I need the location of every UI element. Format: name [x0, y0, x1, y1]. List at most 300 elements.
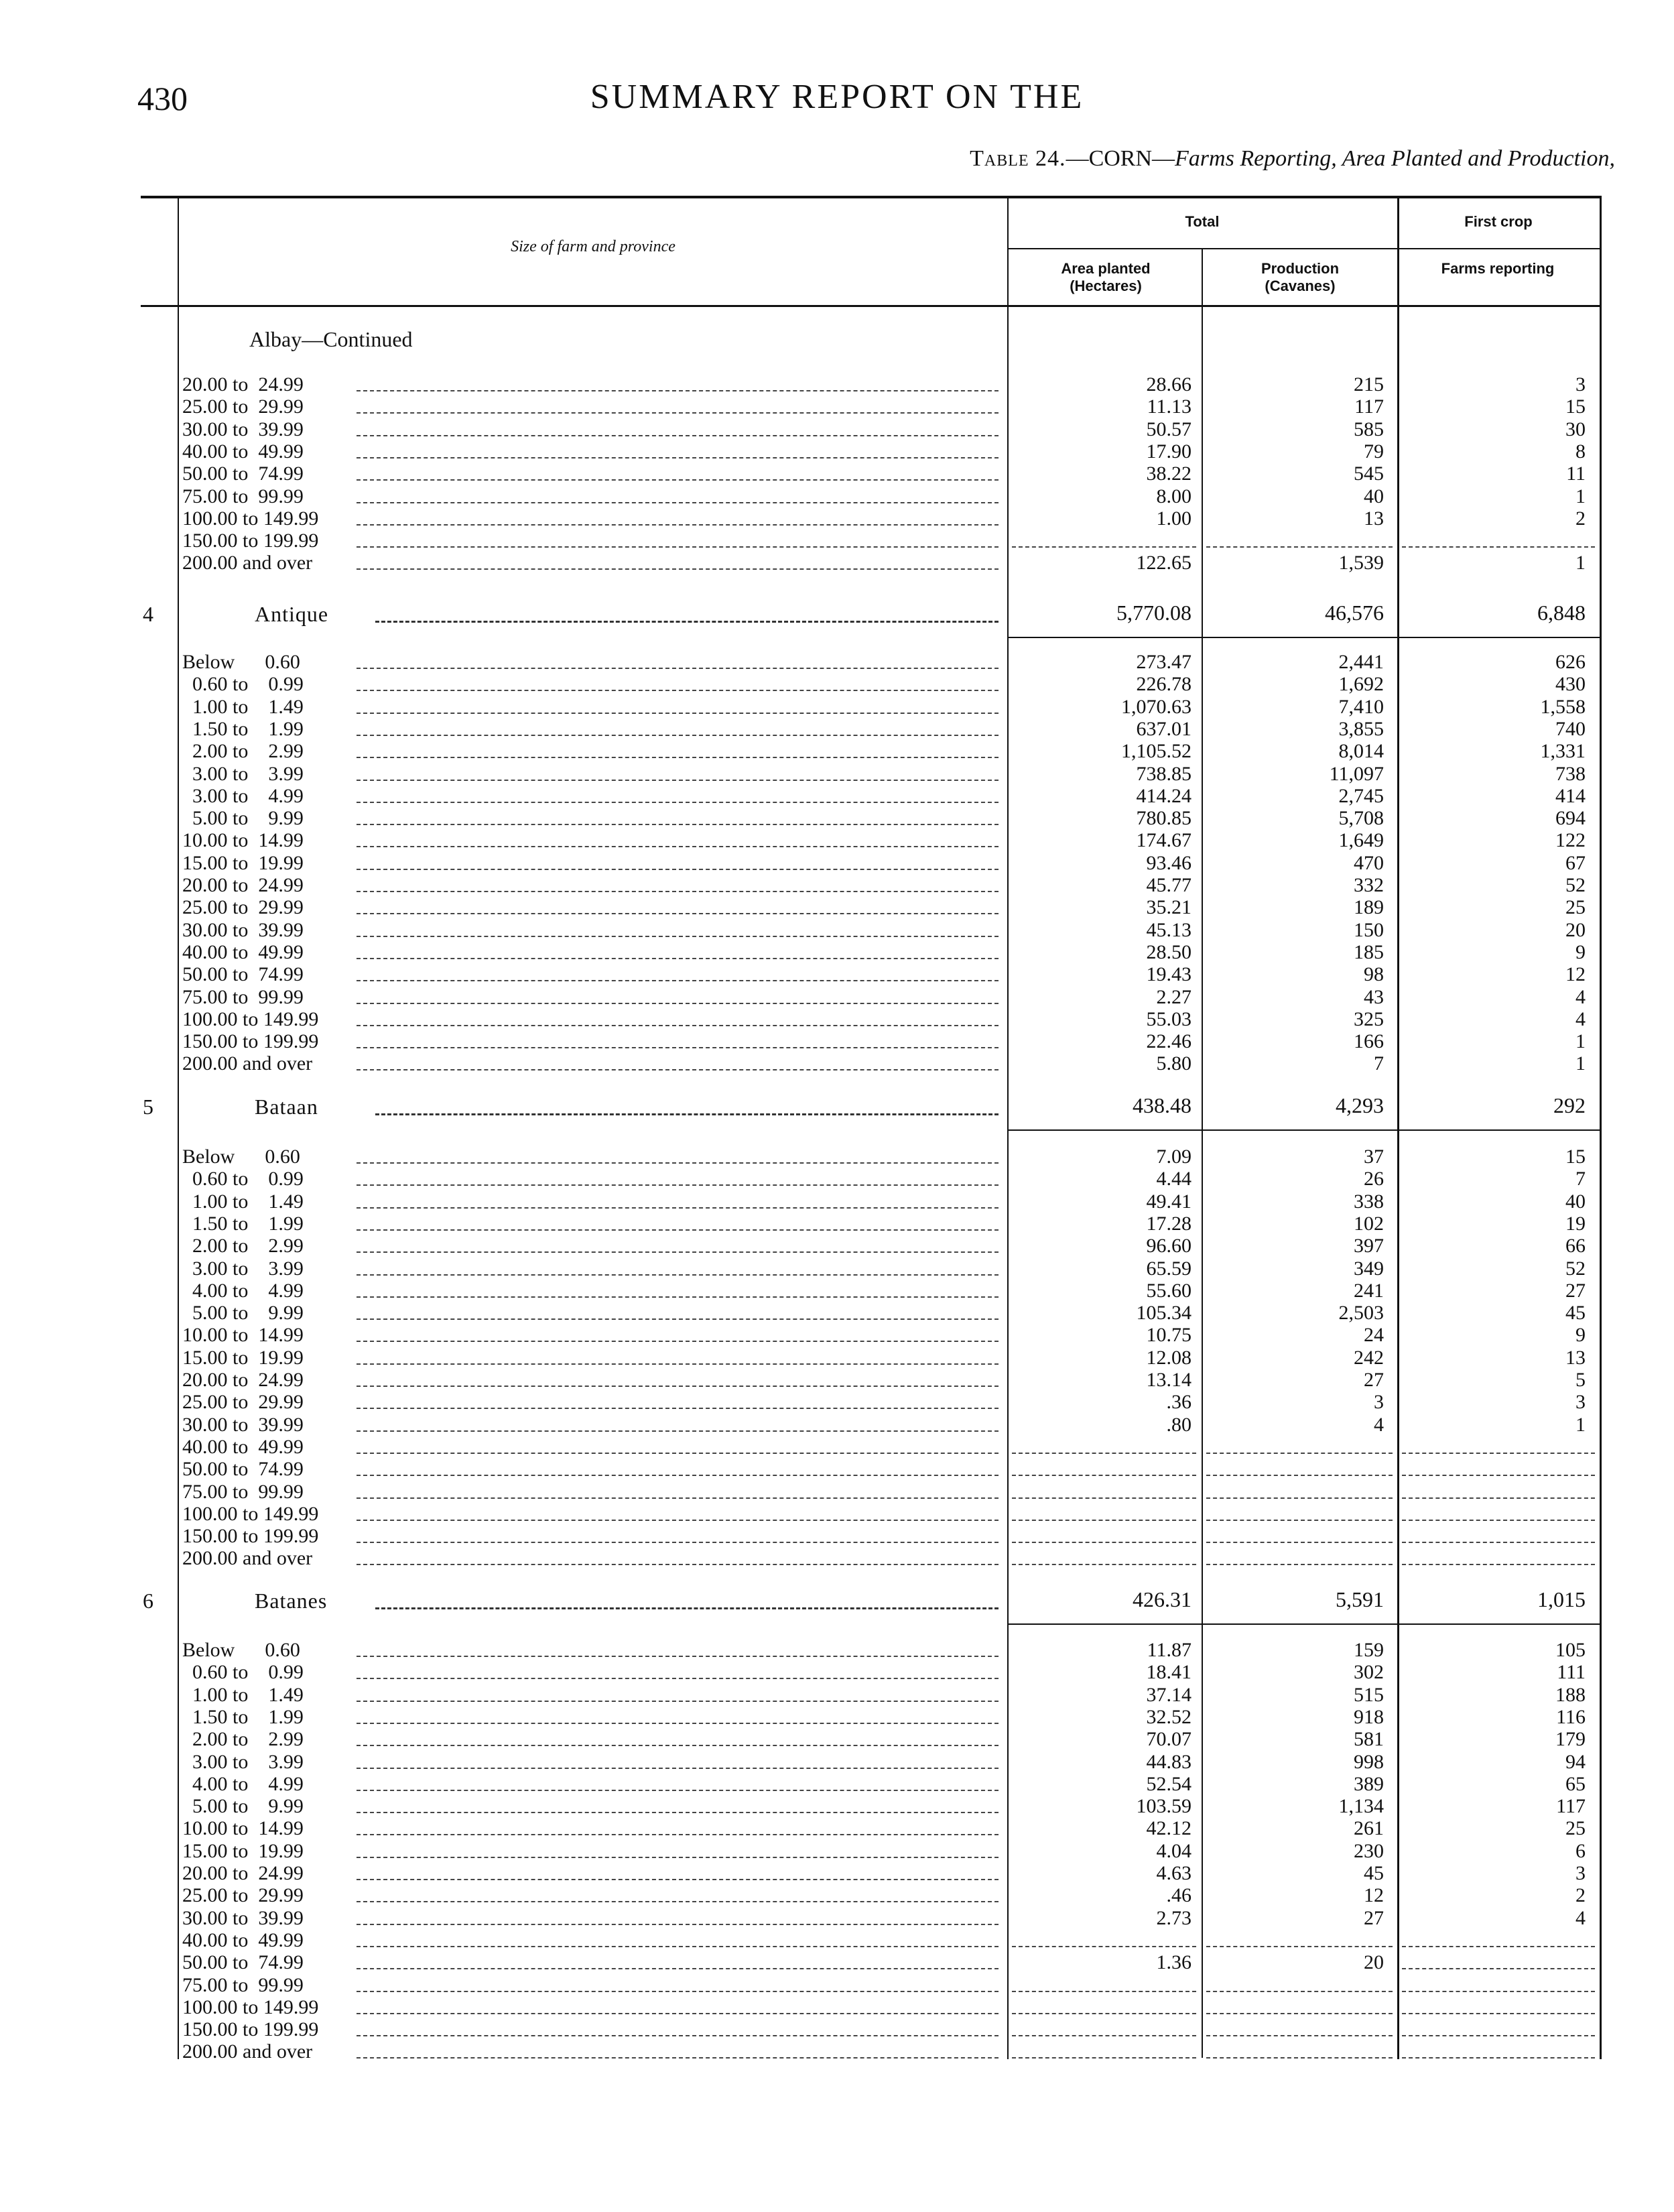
- empty-cell-dashes: [1402, 1542, 1595, 1543]
- empty-cell-dashes: [1012, 1497, 1196, 1499]
- table-number: Table 24.: [970, 146, 1066, 171]
- area-planted-cell: 18.41: [1146, 1661, 1192, 1684]
- size-class-label: 4.00 to 4.99: [182, 1772, 304, 1795]
- leader-dots: [357, 802, 999, 803]
- area-planted-cell: 174.67: [1136, 829, 1192, 852]
- leader-dots: [357, 1184, 999, 1186]
- production-cell: 241: [1354, 1279, 1384, 1302]
- leader-dots: [357, 479, 999, 481]
- province-total-farms: 6,848: [1537, 601, 1586, 625]
- area-planted-cell: 4.63: [1156, 1862, 1192, 1884]
- size-class-label: 75.00 to 99.99: [182, 1480, 304, 1503]
- farms-reporting-cell: 15: [1565, 395, 1586, 418]
- production-cell: 230: [1354, 1839, 1384, 1862]
- farms-reporting-cell: 1: [1575, 485, 1586, 507]
- production-cell: 26: [1364, 1168, 1384, 1190]
- size-class-row: [0, 875, 1674, 897]
- leader-dots: [357, 1879, 999, 1880]
- empty-cell-dashes: [1402, 1946, 1595, 1947]
- size-class-row: [0, 1997, 1674, 2019]
- empty-cell-dashes: [1012, 1542, 1196, 1543]
- size-class-row: [0, 396, 1674, 418]
- size-class-label: 150.00 to 199.99: [182, 2018, 319, 2041]
- production-cell: 3: [1374, 1391, 1384, 1414]
- size-class-label: 200.00 and over: [182, 552, 313, 574]
- production-header: Production (Cavanes): [1261, 260, 1340, 294]
- size-class-label: 50.00 to 74.99: [182, 463, 304, 485]
- production-cell: 5,708: [1338, 807, 1384, 830]
- size-class-label: 1.50 to 1.99: [182, 717, 304, 740]
- farms-reporting-cell: 19: [1565, 1212, 1586, 1235]
- area-planted-cell: 226.78: [1136, 673, 1192, 696]
- size-class-row: [0, 1414, 1674, 1436]
- area-planted-cell: 12.08: [1146, 1346, 1192, 1369]
- province-leader-dots: [375, 621, 999, 623]
- size-class-label: 25.00 to 29.99: [182, 395, 304, 418]
- size-class-row: [0, 1952, 1674, 1974]
- production-cell: 2,503: [1338, 1302, 1384, 1325]
- leader-dots: [357, 1924, 999, 1925]
- farms-reporting-cell: 9: [1575, 940, 1586, 963]
- size-class-label: 50.00 to 74.99: [182, 963, 304, 986]
- empty-cell-dashes: [1012, 1991, 1196, 1992]
- area-planted-cell: 11.13: [1147, 395, 1192, 418]
- production-cell: 545: [1354, 463, 1384, 485]
- area-planted-cell: 49.41: [1146, 1190, 1192, 1213]
- empty-cell-dashes: [1012, 2013, 1196, 2014]
- area-planted-cell: 32.52: [1146, 1705, 1192, 1728]
- production-cell: 998: [1354, 1750, 1384, 1773]
- table-title: [970, 146, 1615, 172]
- production-cell: 325: [1354, 1007, 1384, 1030]
- production-cell: 261: [1354, 1817, 1384, 1840]
- table-title-rest: Farms Reporting, Area Planted and Production,: [1175, 146, 1615, 171]
- size-class-label: 1.50 to 1.99: [182, 1705, 304, 1728]
- farms-reporting-cell: 4: [1575, 1007, 1586, 1030]
- leader-dots: [357, 2035, 999, 2036]
- farms-reporting-cell: 2: [1575, 1884, 1586, 1907]
- leader-dots: [357, 913, 999, 914]
- empty-cell-dashes: [1012, 546, 1196, 548]
- farms-reporting-cell: 40: [1565, 1190, 1586, 1213]
- leader-dots: [357, 1408, 999, 1409]
- area-planted-cell: 105.34: [1136, 1302, 1192, 1325]
- leader-dots: [357, 1790, 999, 1791]
- production-cell: 98: [1364, 963, 1384, 986]
- empty-cell-dashes: [1206, 1520, 1393, 1521]
- area-planted-cell: 19.43: [1146, 963, 1192, 986]
- size-class-label: 200.00 and over: [182, 2040, 313, 2063]
- size-class-label: 20.00 to 24.99: [182, 373, 304, 395]
- leader-dots: [357, 1475, 999, 1476]
- empty-cell-dashes: [1012, 1453, 1196, 1454]
- province-total-rule: [1007, 1129, 1602, 1131]
- size-class-row: [0, 853, 1674, 875]
- farms-reporting-cell: 67: [1565, 851, 1586, 874]
- size-class-row: [0, 1908, 1674, 1930]
- leader-dots: [357, 713, 999, 714]
- production-cell: 242: [1354, 1346, 1384, 1369]
- area-planted-cell: 13.14: [1146, 1369, 1192, 1391]
- area-planted-cell: 55.03: [1146, 1007, 1192, 1030]
- size-class-label: 3.00 to 3.99: [182, 1257, 304, 1280]
- size-class-label: 30.00 to 39.99: [182, 418, 304, 440]
- area-planted-cell: 5.80: [1156, 1052, 1192, 1075]
- size-class-label: 5.00 to 9.99: [182, 807, 304, 830]
- size-class-row: [0, 897, 1674, 919]
- size-class-label: 2.00 to 2.99: [182, 1728, 304, 1751]
- leader-dots: [357, 1207, 999, 1209]
- empty-cell-dashes: [1206, 1564, 1393, 1565]
- province-number: 4: [143, 602, 153, 626]
- area-planted-cell: 35.21: [1146, 896, 1192, 919]
- province-leader-dots: [375, 1113, 999, 1115]
- farms-reporting-cell: 12: [1565, 963, 1586, 986]
- size-class-row: [0, 1930, 1674, 1952]
- leader-dots: [357, 936, 999, 937]
- province-total-rule: [1007, 1623, 1602, 1625]
- province-total-area: 426.31: [1133, 1587, 1192, 1611]
- province-total-area: 438.48: [1133, 1093, 1192, 1117]
- size-class-row: [0, 2019, 1674, 2041]
- production-cell: 185: [1354, 940, 1384, 963]
- production-cell: 1,692: [1338, 673, 1384, 696]
- leader-dots: [357, 1341, 999, 1342]
- size-class-label: 75.00 to 99.99: [182, 485, 304, 507]
- size-class-label: 200.00 and over: [182, 1547, 313, 1570]
- farms-reporting-cell: 1: [1575, 1030, 1586, 1053]
- size-class-label: 0.60 to 0.99: [182, 1168, 304, 1190]
- size-class-row: [0, 1191, 1674, 1213]
- leader-dots: [357, 1296, 999, 1298]
- production-cell: 581: [1354, 1728, 1384, 1751]
- farms-reporting-cell: 626: [1555, 651, 1586, 673]
- leader-dots: [357, 2013, 999, 2014]
- size-class-row: [0, 1481, 1674, 1503]
- size-class-row: [0, 1459, 1674, 1481]
- size-class-row: [0, 1640, 1674, 1662]
- size-class-row: [0, 419, 1674, 441]
- production-cell: 7: [1374, 1052, 1384, 1075]
- province-total-area: 5,770.08: [1116, 601, 1192, 625]
- empty-cell-dashes: [1206, 2057, 1393, 2059]
- area-planted-cell: 1.36: [1156, 1951, 1192, 1974]
- size-class-row: [0, 441, 1674, 463]
- empty-cell-dashes: [1012, 1946, 1196, 1947]
- size-class-label: 3.00 to 3.99: [182, 762, 304, 785]
- farms-reporting-cell: 1: [1575, 1413, 1586, 1436]
- farms-reporting-cell: 3: [1575, 1391, 1586, 1414]
- province-name: Antique: [255, 602, 329, 626]
- production-cell: 338: [1354, 1190, 1384, 1213]
- empty-cell-dashes: [1402, 546, 1595, 548]
- production-cell: 389: [1354, 1772, 1384, 1795]
- farms-reporting-cell: 111: [1557, 1661, 1586, 1684]
- area-planted-cell: 637.01: [1136, 717, 1192, 740]
- size-class-label: Below 0.60: [182, 1639, 300, 1661]
- area-planted-header: Area planted (Hectares): [1061, 260, 1151, 294]
- leader-dots: [357, 1901, 999, 1902]
- leader-dots: [357, 2057, 999, 2059]
- size-class-row: [0, 1325, 1674, 1347]
- leader-dots: [357, 435, 999, 436]
- farms-reporting-cell: 52: [1565, 874, 1586, 896]
- size-class-label: 3.00 to 4.99: [182, 784, 304, 807]
- province-total-production: 46,576: [1325, 601, 1384, 625]
- empty-cell-dashes: [1402, 1497, 1595, 1499]
- empty-cell-dashes: [1012, 1564, 1196, 1565]
- farms-reporting-cell: 3: [1575, 1862, 1586, 1884]
- size-class-row: [0, 1548, 1674, 1570]
- size-class-row: [0, 508, 1674, 530]
- leader-dots: [357, 735, 999, 736]
- leader-dots: [357, 412, 999, 414]
- size-class-label: 150.00 to 199.99: [182, 1525, 319, 1548]
- area-planted-cell: 45.13: [1146, 918, 1192, 941]
- size-class-row: [0, 1053, 1674, 1075]
- area-planted-cell: 11.87: [1147, 1639, 1192, 1661]
- leader-dots: [357, 1453, 999, 1454]
- size-class-label: 15.00 to 19.99: [182, 851, 304, 874]
- production-cell: 1,649: [1338, 829, 1384, 852]
- leader-dots: [357, 1047, 999, 1048]
- page-number: 430: [137, 80, 188, 117]
- size-class-label: 30.00 to 39.99: [182, 1906, 304, 1929]
- leader-dots: [357, 1564, 999, 1565]
- size-class-row: [0, 1302, 1674, 1325]
- farms-reporting-cell: 52: [1565, 1257, 1586, 1280]
- first-crop-group-header: First crop: [1464, 213, 1533, 230]
- size-class-label: Below 0.60: [182, 651, 300, 673]
- province-name: Batanes: [255, 1589, 328, 1613]
- leader-dots: [357, 1857, 999, 1858]
- area-planted-cell: 38.22: [1146, 463, 1192, 485]
- size-class-label: 100.00 to 149.99: [182, 1007, 319, 1030]
- size-class-row: [0, 1392, 1674, 1414]
- area-planted-cell: 414.24: [1136, 784, 1192, 807]
- leader-dots: [357, 1386, 999, 1387]
- production-cell: 102: [1354, 1212, 1384, 1235]
- area-planted-cell: 22.46: [1146, 1030, 1192, 1053]
- size-class-row: [0, 1436, 1674, 1459]
- production-cell: 918: [1354, 1705, 1384, 1728]
- size-class-label: 10.00 to 14.99: [182, 829, 304, 852]
- empty-cell-dashes: [1012, 2057, 1196, 2059]
- province-name: Bataan: [255, 1095, 318, 1119]
- empty-cell-dashes: [1206, 2013, 1393, 2014]
- first-crop-group-rule: [1397, 248, 1600, 249]
- area-planted-cell: 738.85: [1136, 762, 1192, 785]
- area-planted-cell: 52.54: [1146, 1772, 1192, 1795]
- production-cell: 37: [1364, 1146, 1384, 1168]
- size-class-row: [0, 808, 1674, 830]
- size-class-label: 100.00 to 149.99: [182, 507, 319, 530]
- size-class-label: 2.00 to 2.99: [182, 1235, 304, 1257]
- size-class-label: 3.00 to 3.99: [182, 1750, 304, 1773]
- size-class-label: 1.50 to 1.99: [182, 1212, 304, 1235]
- size-class-label: 15.00 to 19.99: [182, 1839, 304, 1862]
- empty-cell-dashes: [1206, 1475, 1393, 1476]
- leader-dots: [357, 1003, 999, 1004]
- area-planted-cell: 28.66: [1146, 373, 1192, 395]
- size-class-label: 20.00 to 24.99: [182, 1862, 304, 1884]
- production-cell: 27: [1364, 1369, 1384, 1391]
- production-cell: 332: [1354, 874, 1384, 896]
- size-class-label: Below 0.60: [182, 1146, 300, 1168]
- size-class-label: 0.60 to 0.99: [182, 673, 304, 696]
- leader-dots: [357, 1678, 999, 1679]
- empty-cell-dashes: [1402, 2057, 1595, 2059]
- size-class-row: [0, 530, 1674, 552]
- size-class-row: [0, 786, 1674, 808]
- leader-dots: [357, 1723, 999, 1724]
- size-class-row: [0, 486, 1674, 508]
- area-planted-cell: 103.59: [1136, 1795, 1192, 1818]
- farms-reporting-cell: 7: [1575, 1168, 1586, 1190]
- size-class-row: [0, 1818, 1674, 1840]
- area-planted-cell: 1.00: [1156, 507, 1192, 530]
- farms-reporting-cell: 20: [1565, 918, 1586, 941]
- area-planted-cell: 93.46: [1146, 851, 1192, 874]
- empty-cell-dashes: [1402, 2035, 1595, 2036]
- leader-dots: [357, 690, 999, 691]
- farms-reporting-cell: 9: [1575, 1324, 1586, 1347]
- province-leader-dots: [375, 1607, 999, 1609]
- area-planted-cell: 55.60: [1146, 1279, 1192, 1302]
- area-planted-cell: 42.12: [1146, 1817, 1192, 1840]
- farms-reporting-cell: 5: [1575, 1369, 1586, 1391]
- running-head: SUMMARY REPORT ON THE: [590, 78, 1084, 116]
- farms-reporting-cell: 740: [1555, 717, 1586, 740]
- empty-cell-dashes: [1206, 1497, 1393, 1499]
- production-cell: 515: [1354, 1683, 1384, 1706]
- leader-dots: [357, 568, 999, 570]
- area-planted-cell: 17.28: [1146, 1212, 1192, 1235]
- farms-reporting-cell: 1,331: [1540, 740, 1586, 763]
- size-class-row: [0, 1885, 1674, 1907]
- size-class-label: 0.60 to 0.99: [182, 1661, 304, 1684]
- leader-dots: [357, 1542, 999, 1543]
- production-cell: 166: [1354, 1030, 1384, 1053]
- farms-reporting-cell: 27: [1565, 1279, 1586, 1302]
- farms-reporting-cell: 105: [1555, 1639, 1586, 1661]
- production-cell: 43: [1364, 985, 1384, 1008]
- size-class-row: [0, 1662, 1674, 1684]
- production-cell: 349: [1354, 1257, 1384, 1280]
- empty-cell-dashes: [1012, 1475, 1196, 1476]
- area-planted-cell: 273.47: [1136, 651, 1192, 673]
- farms-reporting-cell: 66: [1565, 1235, 1586, 1257]
- farms-reporting-cell: 94: [1565, 1750, 1586, 1773]
- total-group-header: Total: [1185, 213, 1220, 230]
- farms-reporting-cell: 738: [1555, 762, 1586, 785]
- size-class-label: 1.00 to 1.49: [182, 1683, 304, 1706]
- size-class-row: [0, 2041, 1674, 2063]
- production-cell: 150: [1354, 918, 1384, 941]
- farms-reporting-cell: 25: [1565, 1817, 1586, 1840]
- area-planted-cell: 780.85: [1136, 807, 1192, 830]
- empty-cell-dashes: [1402, 2013, 1595, 2014]
- empty-cell-dashes: [1402, 1968, 1595, 1969]
- farms-reporting-header: Farms reporting: [1441, 260, 1555, 277]
- size-class-row: [0, 1168, 1674, 1190]
- farms-reporting-cell: 13: [1565, 1346, 1586, 1369]
- farms-reporting-cell: 6: [1575, 1839, 1586, 1862]
- size-class-row: [0, 1347, 1674, 1369]
- province-total-farms: 1,015: [1537, 1587, 1586, 1611]
- size-class-row: [0, 1146, 1674, 1168]
- area-planted-cell: 45.77: [1146, 874, 1192, 896]
- province-number: 5: [143, 1095, 153, 1119]
- area-planted-cell: 37.14: [1146, 1683, 1192, 1706]
- size-class-row: [0, 987, 1674, 1009]
- size-class-row: [0, 1031, 1674, 1053]
- size-class-label: 40.00 to 49.99: [182, 940, 304, 963]
- albay-continued-label: Albay—Continued: [249, 327, 413, 351]
- farms-reporting-cell: 4: [1575, 985, 1586, 1008]
- leader-dots: [357, 1834, 999, 1835]
- size-class-row: [0, 942, 1674, 964]
- size-class-label: 15.00 to 19.99: [182, 1346, 304, 1369]
- leader-dots: [357, 891, 999, 892]
- production-cell: 117: [1354, 395, 1384, 418]
- production-cell: 2,745: [1338, 784, 1384, 807]
- leader-dots: [357, 1520, 999, 1521]
- production-cell: 12: [1364, 1884, 1384, 1907]
- leader-dots: [357, 1701, 999, 1702]
- production-cell: 1,539: [1338, 552, 1384, 574]
- size-class-row: [0, 696, 1674, 719]
- empty-cell-dashes: [1402, 1991, 1595, 1992]
- farms-reporting-cell: 414: [1555, 784, 1586, 807]
- area-planted-cell: 4.04: [1156, 1839, 1192, 1862]
- size-class-row: [0, 1752, 1674, 1774]
- farms-reporting-cell: 15: [1565, 1146, 1586, 1168]
- area-planted-cell: 122.65: [1136, 552, 1192, 574]
- size-class-row: [0, 652, 1674, 674]
- size-class-label: 25.00 to 29.99: [182, 1391, 304, 1414]
- farms-reporting-cell: 430: [1555, 673, 1586, 696]
- farms-reporting-cell: 11: [1566, 463, 1586, 485]
- stub-header: Size of farm and province: [511, 238, 675, 255]
- leader-dots: [357, 1229, 999, 1231]
- leader-dots: [357, 1162, 999, 1164]
- leader-dots: [357, 980, 999, 981]
- province-total-farms: 292: [1553, 1093, 1586, 1117]
- area-planted-cell: 4.44: [1156, 1168, 1192, 1190]
- size-class-row: [0, 1503, 1674, 1526]
- farms-reporting-cell: 30: [1565, 418, 1586, 440]
- area-planted-cell: 70.07: [1146, 1728, 1192, 1751]
- empty-cell-dashes: [1206, 546, 1393, 548]
- empty-cell-dashes: [1402, 1520, 1595, 1521]
- size-class-row: [0, 1526, 1674, 1548]
- production-cell: 20: [1364, 1951, 1384, 1974]
- area-planted-cell: 28.50: [1146, 940, 1192, 963]
- production-cell: 3,855: [1338, 717, 1384, 740]
- leader-dots: [357, 1363, 999, 1365]
- size-class-label: 30.00 to 39.99: [182, 918, 304, 941]
- farms-reporting-cell: 116: [1556, 1705, 1586, 1728]
- size-class-row: [0, 1369, 1674, 1392]
- farms-reporting-cell: 65: [1565, 1772, 1586, 1795]
- size-class-row: [0, 1729, 1674, 1751]
- farms-reporting-cell: 3: [1575, 373, 1586, 395]
- size-class-label: 20.00 to 24.99: [182, 1369, 304, 1391]
- size-class-label: 40.00 to 49.99: [182, 1928, 304, 1951]
- size-class-row: [0, 1774, 1674, 1796]
- province-number: 6: [143, 1589, 153, 1613]
